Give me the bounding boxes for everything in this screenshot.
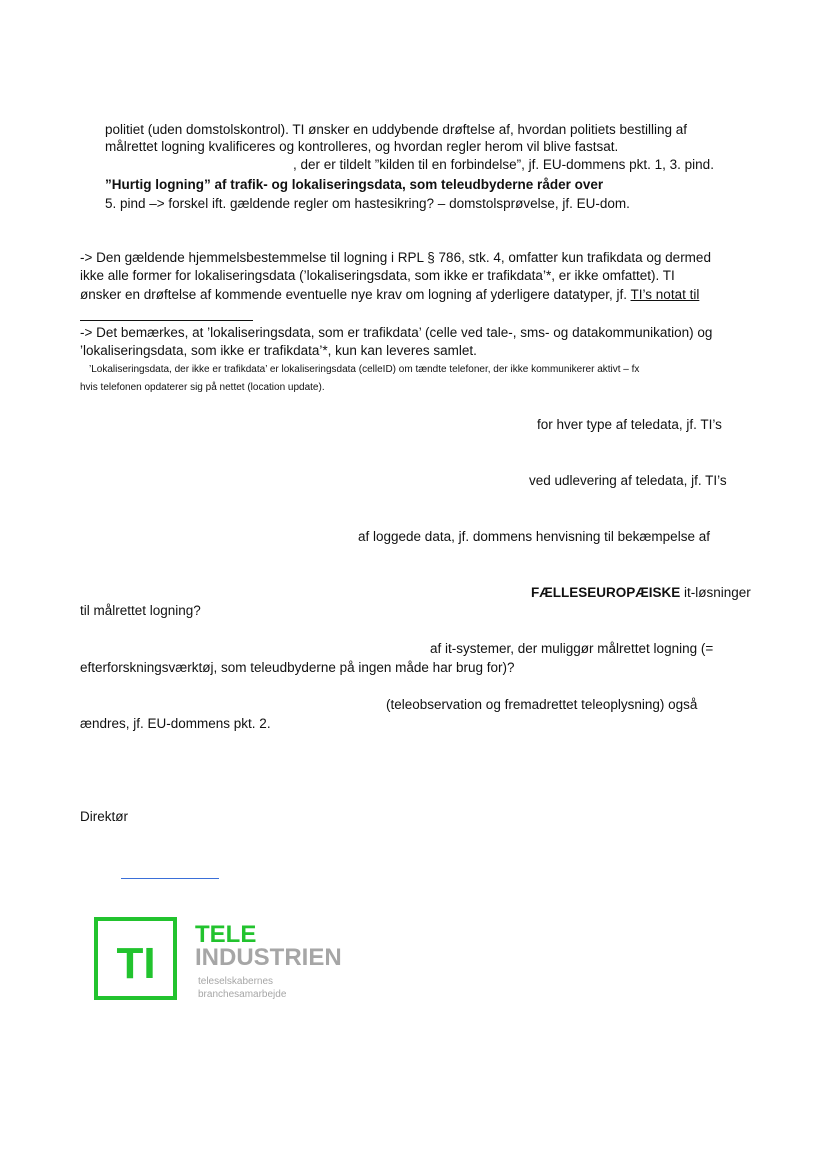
- text-line: målrettet logning kvalificeres og kontrolleres, og hvordan regler herom vil blive fastsat.: [105, 139, 619, 154]
- text-fragment: til målrettet logning?: [80, 603, 201, 618]
- text-line: -> Det bemærkes, at ’lokaliseringsdata, som er trafikdata’ (celle ved tale-, sms- og datakommunikation) og: [80, 325, 713, 340]
- logo-graphic: [94, 917, 344, 1002]
- text-fragment: af it-systemer, der muliggør målrettet logning (=: [430, 641, 714, 656]
- text-fragment: (teleobservation og fremadrettet teleoplysning) også: [386, 697, 698, 712]
- text-line: 5. pind –> forskel ift. gældende regler om hastesikring? – domstolsprøvelse, jf. EU-dom.: [105, 196, 630, 211]
- teleindustrien-logo: [94, 917, 344, 1002]
- footnote-line: ’Lokaliseringsdata, der ikke er trafikdata’ er lokaliseringsdata (celleID) om tændte telefoner, der ikke kommunikerer aktivt – fx: [89, 364, 640, 375]
- text-line: -> Den gældende hjemmelsbestemmelse til logning i RPL § 786, stk. 4, omfatter kun trafikdata og dermed: [80, 250, 711, 265]
- email-link-underline[interactable]: [121, 878, 219, 879]
- emphasis-text: FÆLLESEUROPÆISKE: [531, 585, 681, 600]
- text-fragment: ændres, jf. EU-dommens pkt. 2.: [80, 716, 271, 731]
- text-fragment: for hver type af teledata, jf. TI’s: [537, 417, 722, 432]
- text-line: ’lokaliseringsdata, som ikke er trafikdata’*, kun kan leveres samlet.: [80, 343, 477, 358]
- footnote-line: hvis telefonen opdaterer sig på nettet (location update).: [80, 382, 325, 393]
- text-fragment: [531, 584, 751, 601]
- text-fragment: af loggede data, jf. dommens henvisning til bekæmpelse af: [358, 529, 710, 544]
- text-line: ikke alle former for lokaliseringsdata (’lokaliseringsdata, som ikke er trafikdata’*, er ikke omfattet). TI: [80, 268, 675, 283]
- text-fragment: ved udlevering af teledata, jf. TI’s: [529, 473, 727, 488]
- text-line: [80, 286, 699, 303]
- logo-name-industrien: INDUSTRIEN: [195, 944, 342, 971]
- logo-tagline: branchesamarbejde: [198, 989, 287, 1000]
- text-fragment: efterforskningsværktøj, som teleudbyderne på ingen måde har brug for)?: [80, 660, 515, 675]
- signature-title: Direktør: [80, 809, 128, 824]
- text-segment: ønsker en drøftelse af kommende eventuelle nye krav om logning af yderligere datatyper, jf.: [80, 287, 631, 302]
- logo-name-tele: TELE: [195, 921, 257, 948]
- notat-link[interactable]: TI’s notat til: [630, 287, 700, 302]
- text-line: , der er tildelt ”kilden til en forbindelse”, jf. EU-dommens pkt. 1, 3. pind.: [293, 157, 714, 172]
- logo-tagline: teleselskabernes: [198, 976, 274, 987]
- footnote-separator: [80, 320, 253, 321]
- text-line: politiet (uden domstolskontrol). TI ønsker en uddybende drøftelse af, hvordan politiets bestilling af: [105, 122, 688, 137]
- text-segment: it-løsninger: [680, 585, 751, 600]
- logo-initials: TI: [116, 939, 156, 988]
- section-heading: ”Hurtig logning” af trafik- og lokaliseringsdata, som teleudbyderne råder over: [105, 177, 604, 192]
